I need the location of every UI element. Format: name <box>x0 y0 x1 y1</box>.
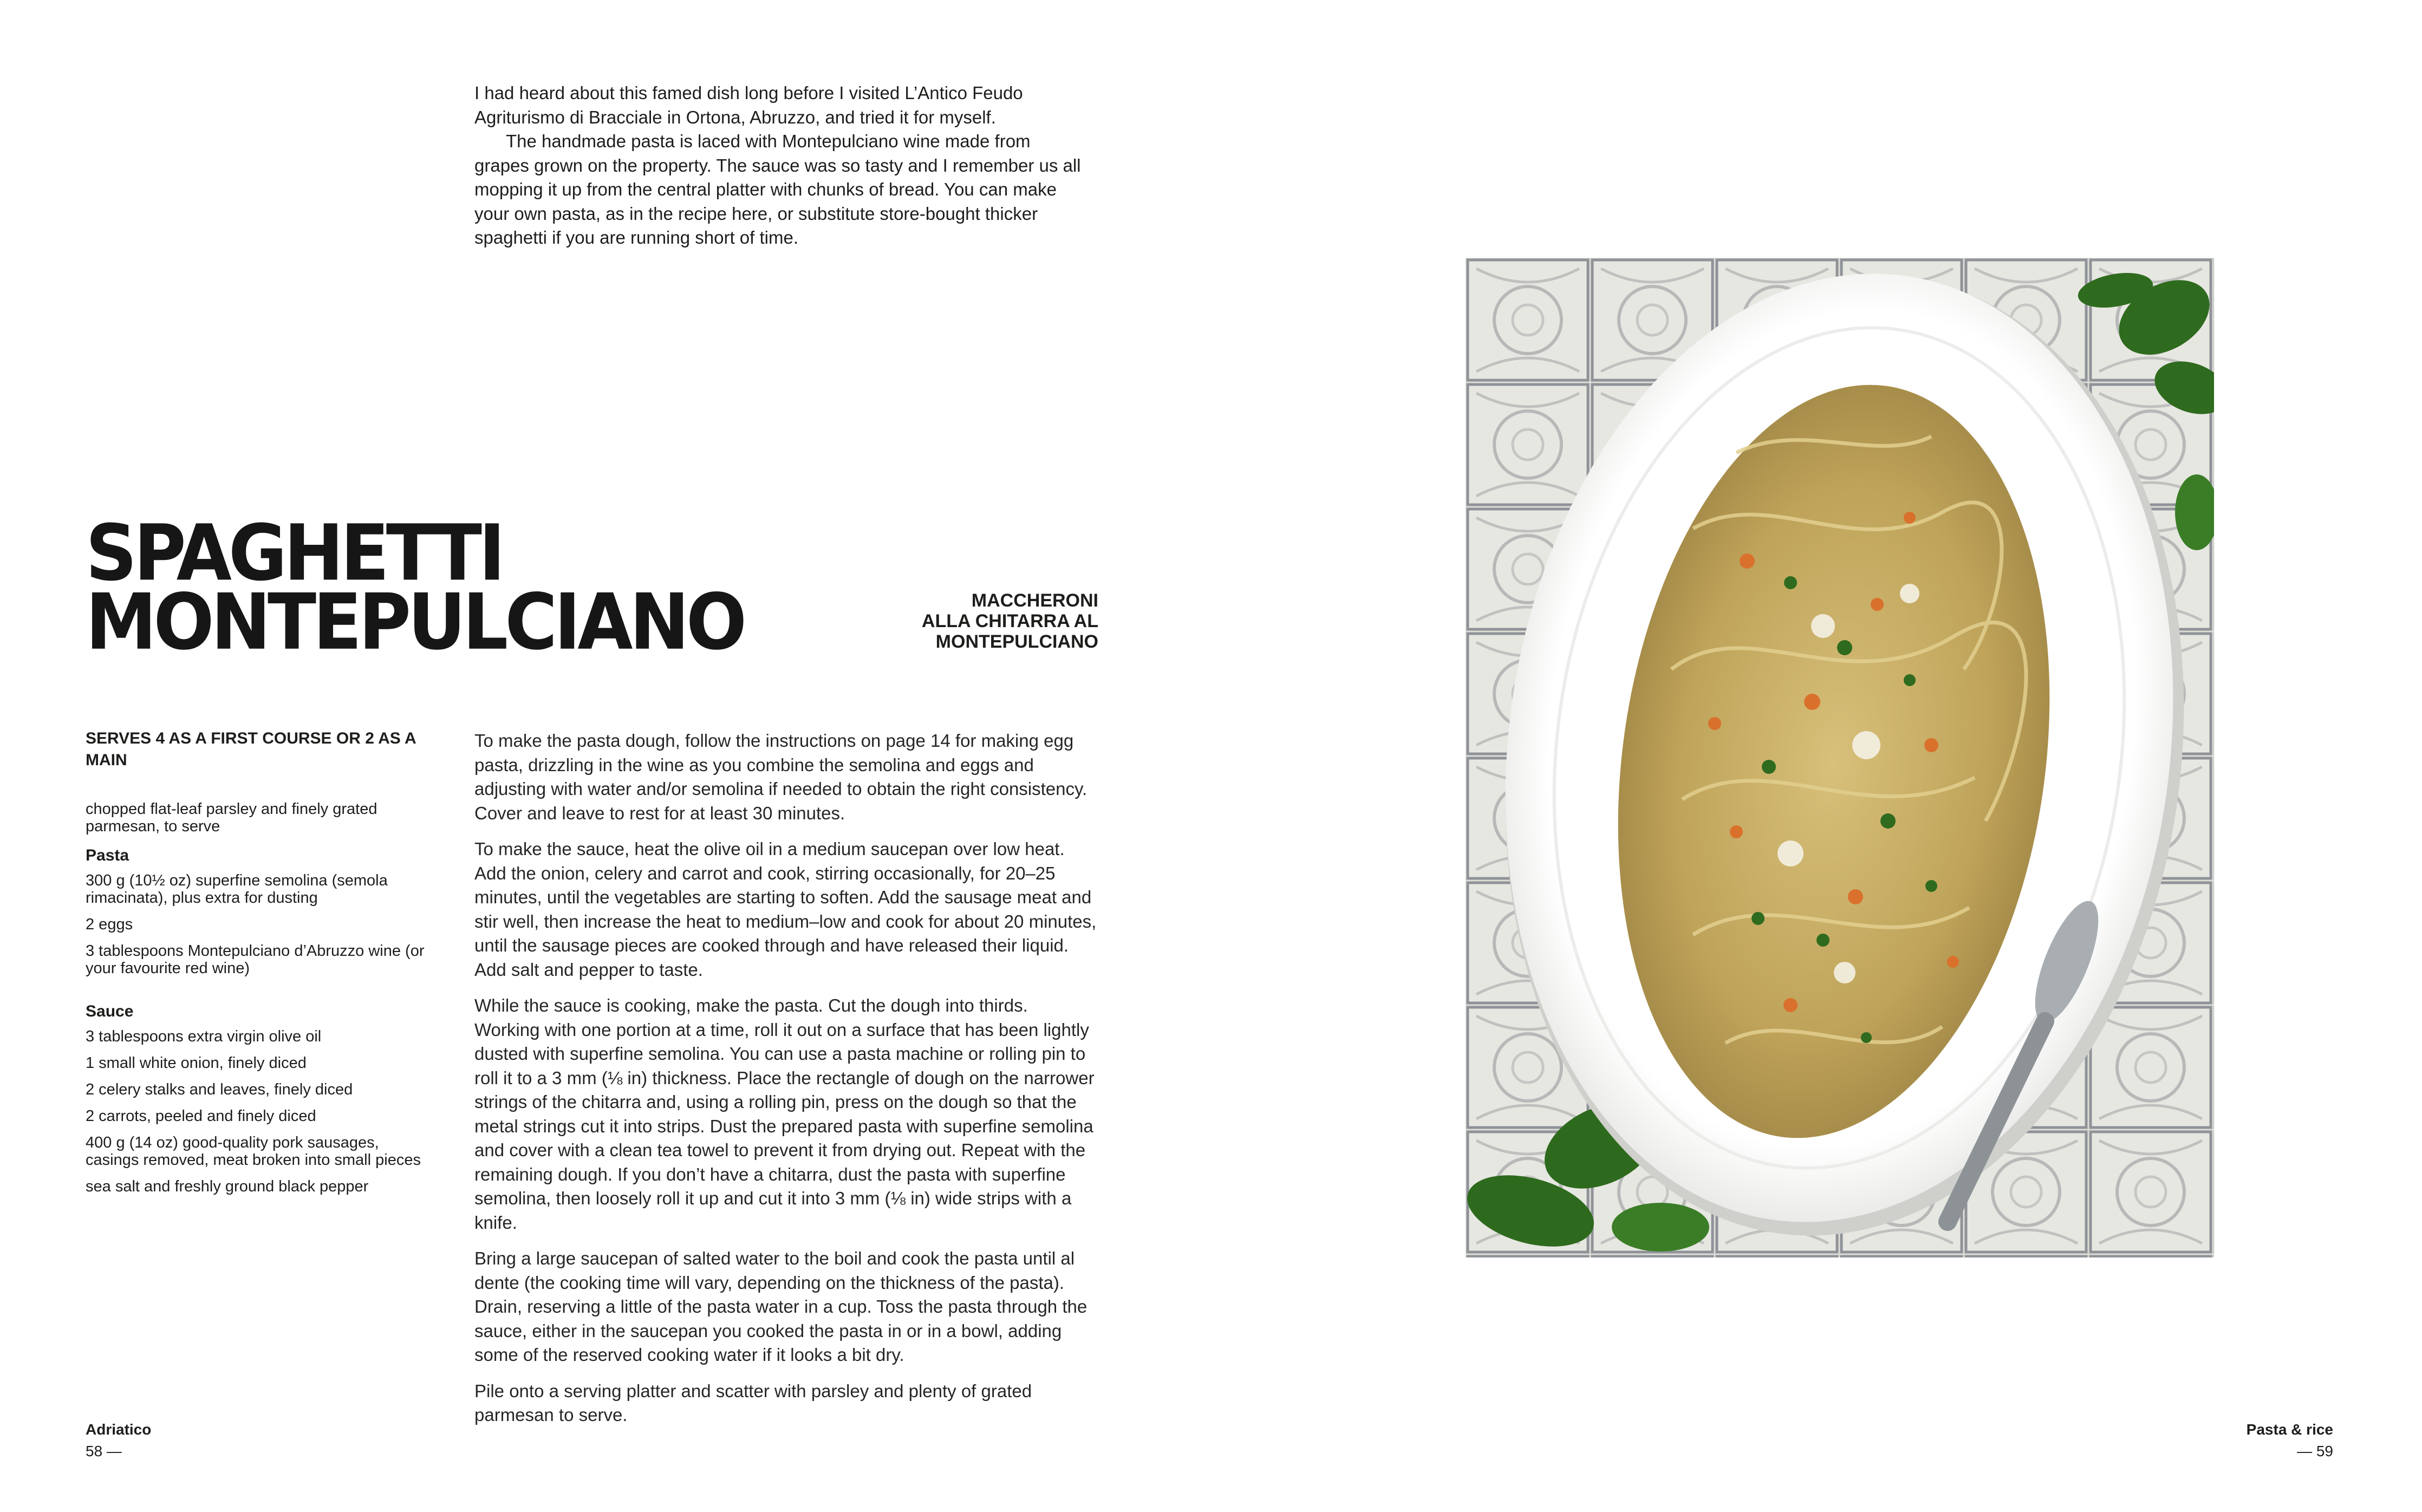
serves-note: SERVES 4 AS A FIRST COURSE OR 2 AS A MAIN <box>86 729 416 769</box>
recipe-title <box>86 508 744 668</box>
footer-page-number: 58 — <box>86 1443 122 1459</box>
recipe-title-line-1: SPAGHETTI <box>86 508 503 598</box>
footer-page-number: — 59 <box>2297 1443 2333 1459</box>
italian-name-line-2: ALLA CHITARRA AL <box>921 611 1098 631</box>
recipe-italian-name <box>719 590 1098 652</box>
ingredient-item: 300 g (10½ oz) superfine semolina (semola rimacinata), plus extra for dusting <box>86 872 388 907</box>
italian-name-line-3: MONTEPULCIANO <box>935 631 1098 652</box>
ingredient-item: sea salt and freshly ground black pepper <box>86 1178 369 1195</box>
spaghetti-platter-photo <box>1466 258 2214 1257</box>
footer-section-name: Adriatico <box>86 1421 152 1438</box>
method-column <box>474 729 1097 1439</box>
ingredient-item: chopped flat-leaf parsley and finely grated parmesan, to serve <box>86 800 377 835</box>
ingredient-item: 2 eggs <box>86 916 133 933</box>
ingredient-item: 3 tablespoons extra virgin olive oil <box>86 1028 322 1045</box>
intro-paragraph-1: I had heard about this famed dish long before I visited L’Antico Feudo Agriturismo di Bracciale in Ortona, Abruzzo, and tried it for myself. <box>474 83 1023 127</box>
intro-paragraph-2: The handmade pasta is laced with Montepulciano wine made from grapes grown on the property. The sauce was so tasty and I remember us all mopping it up from the central platter with chunks of bread. You can make your own pasta, as in the recipe here, or substitute store-bought thicker spaghetti if you are running short of time. <box>474 131 1081 247</box>
method-step: Bring a large saucepan of salted water to the boil and cook the pasta until al dente (the cooking time will vary, depending on the thickness of the pasta). Drain, reserving a little of the pasta water in a cup. Toss the pasta through the sauce, either in the saucepan you cooked the pasta in or in a bowl, adding some of the reserved cooking water if it looks a bit dry. <box>474 1248 1088 1365</box>
ingredient-item: 3 tablespoons Montepulciano d’Abruzzo wine (or your favourite red wine) <box>86 942 425 977</box>
to-serve-list <box>86 800 432 835</box>
ingredient-item: 400 g (14 oz) good-quality pork sausages, casings removed, meat broken into small pieces <box>86 1134 421 1169</box>
sauce-heading: Sauce <box>86 1002 134 1020</box>
recipe-title-line-2: MONTEPULCIANO <box>86 577 744 668</box>
intro-text <box>474 81 1081 250</box>
ingredient-item: 1 small white onion, finely diced <box>86 1054 307 1072</box>
right-page <box>1211 0 2422 1512</box>
method-step: To make the sauce, heat the olive oil in a medium saucepan over low heat. Add the onion, celery and carrot and cook, stirring occasionally, for 20–25 minutes, until the vegetables are starting to soften. Add the sausage meat and stir well, then increase the heat to medium–low and cook for about 20 minutes, until the sausage pieces are cooked through and have released their liquid. Add salt and pepper to taste. <box>474 839 1097 980</box>
ingredient-item: 2 celery stalks and leaves, finely diced <box>86 1081 353 1098</box>
method-step: While the sauce is cooking, make the pasta. Cut the dough into thirds. Working with one portion at a time, roll it out on a surface that has been lightly dusted with superfine semolina. You can use a pasta machine or rolling pin to roll it to a 3 mm (⅛ in) thickness. Place the rectangle of dough on the narrower strings of the chitarra and, using a rolling pin, press on the dough so that the metal strings cut it into strips. Dust the prepared pasta with superfine semolina and cover with a clean tea towel to prevent it from drying out. Repeat with the remaining dough. If you don’t have a chitarra, dust the pasta with superfine semolina, then loosely roll it up and cut it into 3 mm (⅛ in) wide strips with a knife. <box>474 995 1095 1233</box>
pasta-heading: Pasta <box>86 846 129 864</box>
ingredients-column <box>86 728 432 1204</box>
italian-name-line-1: MACCHERONI <box>971 590 1098 611</box>
ingredient-item: 2 carrots, peeled and finely diced <box>86 1107 316 1125</box>
left-page-footer <box>86 1419 151 1462</box>
right-page-footer <box>2247 1419 2333 1462</box>
sauce-ingredients <box>86 1028 432 1195</box>
footer-section-name: Pasta & rice <box>2246 1421 2333 1438</box>
method-step: Pile onto a serving platter and scatter with parsley and plenty of grated parmesan to serve. <box>474 1380 1032 1425</box>
method-step: To make the pasta dough, follow the instructions on page 14 for making egg pasta, drizzling in the wine as you combine the semolina and eggs and adjusting with water and/or semolina if needed to obtain the right consistency. Cover and leave to rest for at least 30 minutes. <box>474 731 1088 823</box>
pasta-ingredients <box>86 872 432 977</box>
